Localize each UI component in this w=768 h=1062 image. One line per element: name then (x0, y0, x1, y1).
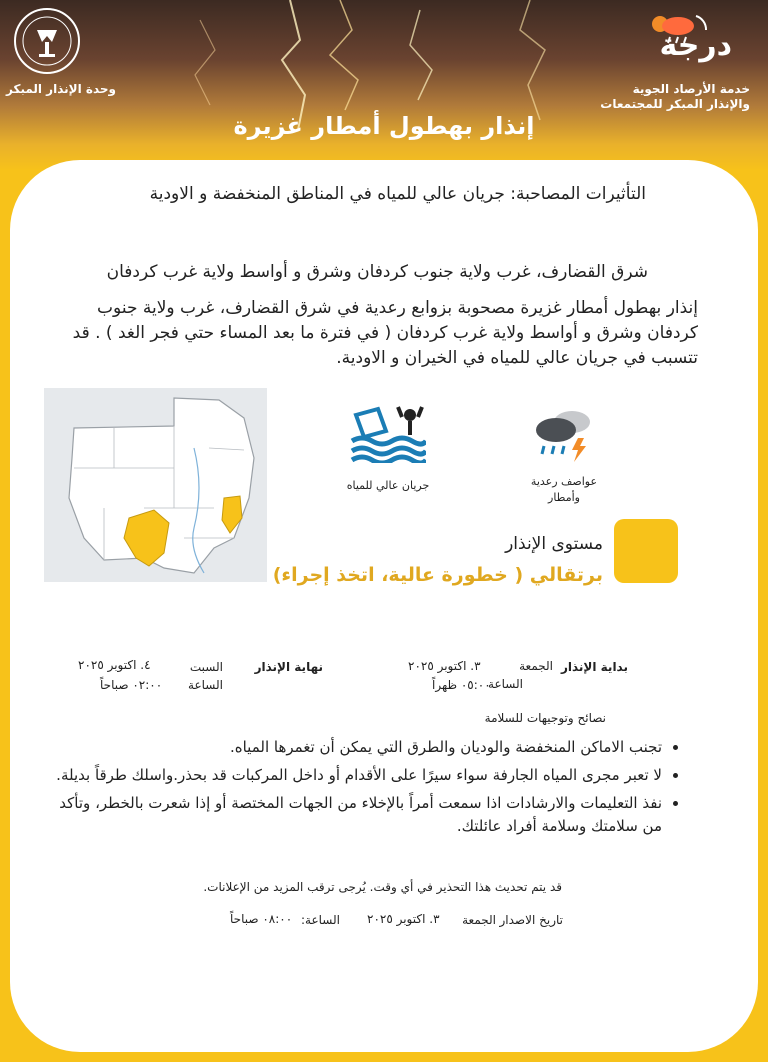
hazard-label-storm: عواصف رعدية وأمطار (530, 475, 598, 504)
issue-day: الجمعة (462, 913, 496, 927)
end-time-label: الساعة (188, 678, 223, 692)
warning-level-label: مستوى الإنذار (505, 534, 603, 554)
thunderstorm-rain-icon (534, 408, 594, 462)
authority-seal-icon (12, 6, 82, 76)
start-label: بداية الإنذار (560, 660, 628, 674)
end-label: نهاية الإنذار (254, 660, 323, 674)
brand-subtitle-1: خدمة الأرصاد الجوية (632, 82, 750, 96)
unit-name: وحدة الإنذار المبكر (6, 82, 116, 96)
warning-level-swatch (614, 519, 678, 583)
end-time: ٠٢:٠٠ صباحاً (100, 678, 163, 692)
start-date: ٣. اكتوبر ٢٠٢٥ (408, 659, 481, 673)
hazard-label-flood: جريان عالي للمياه (346, 479, 430, 492)
brand-subtitle-2: والإنذار المبكر للمجتمعات (600, 97, 750, 111)
end-day: السبت (189, 660, 223, 674)
advice-item: • لا تعبر مجرى المياه الجارفة سواء سيرًا على الأقدام أو داخل المركبات قد بحذر.واسلك طرقاً بديلة. (42, 764, 662, 787)
advice-list (42, 736, 684, 843)
impacts-text: التأثيرات المصاحبة: جريان عالي للمياه في المناطق المنخفضة و الاودية (149, 184, 646, 204)
affected-areas: شرق القضارف، غرب ولاية جنوب كردفان وشرق و أواسط ولاية غرب كردفان (106, 262, 648, 282)
issue-time: ٠٨:٠٠ صباحاً (230, 912, 293, 926)
advice-item: • نفذ التعليمات والارشادات اذا سمعت أمراً بالإخلاء من الجهات المختصة أو إذا شعرت بالخطر، وتأكد من سلامتك وسلامة أفراد عائلتك. (42, 792, 662, 838)
start-time: ٠٥:٠٠ ظهراً (432, 678, 491, 692)
brand-name: درجة (659, 28, 732, 63)
issue-time-label: الساعة: (301, 913, 340, 927)
advice-item: • تجنب الاماكن المنخفضة والوديان والطرق التي يمكن أن تغمرها المياه. (42, 736, 662, 759)
map-graphic (44, 388, 267, 582)
issue-label: تاريخ الاصدار (499, 913, 563, 927)
flood-water-icon (350, 405, 426, 463)
page-title: إنذار بهطول أمطار غزيرة (233, 112, 535, 140)
end-date: ٤. اكتوبر ٢٠٢٥ (78, 658, 151, 672)
advice-title: نصائح وتوجيهات للسلامة (484, 711, 606, 725)
sudan-map (44, 388, 267, 582)
warning-level-value: برتقالي ( خطورة عالية، اتخذ إجراء) (272, 564, 603, 586)
header-banner (0, 0, 768, 170)
start-day: الجمعة (519, 659, 553, 673)
start-time-label: الساعة (488, 677, 523, 691)
warning-description: إنذار بهطول أمطار غزيرة مصحوبة بزوابع رعدية في شرق القضارف، غرب ولاية جنوب كردفان وشرق و أواسط ولاية غرب كردفان ( في فترة ما بعد المساء حتي فجر الغد ) . قد تتسبب في جريان عالي للمياه في الخيران و الاودية. (72, 298, 698, 368)
issue-date: ٣. اكتوبر ٢٠٢٥ (367, 912, 440, 926)
update-note: قد يتم تحديث هذا التحذير في أي وقت. يُرجى ترقب المزيد من الإعلانات. (203, 880, 562, 894)
